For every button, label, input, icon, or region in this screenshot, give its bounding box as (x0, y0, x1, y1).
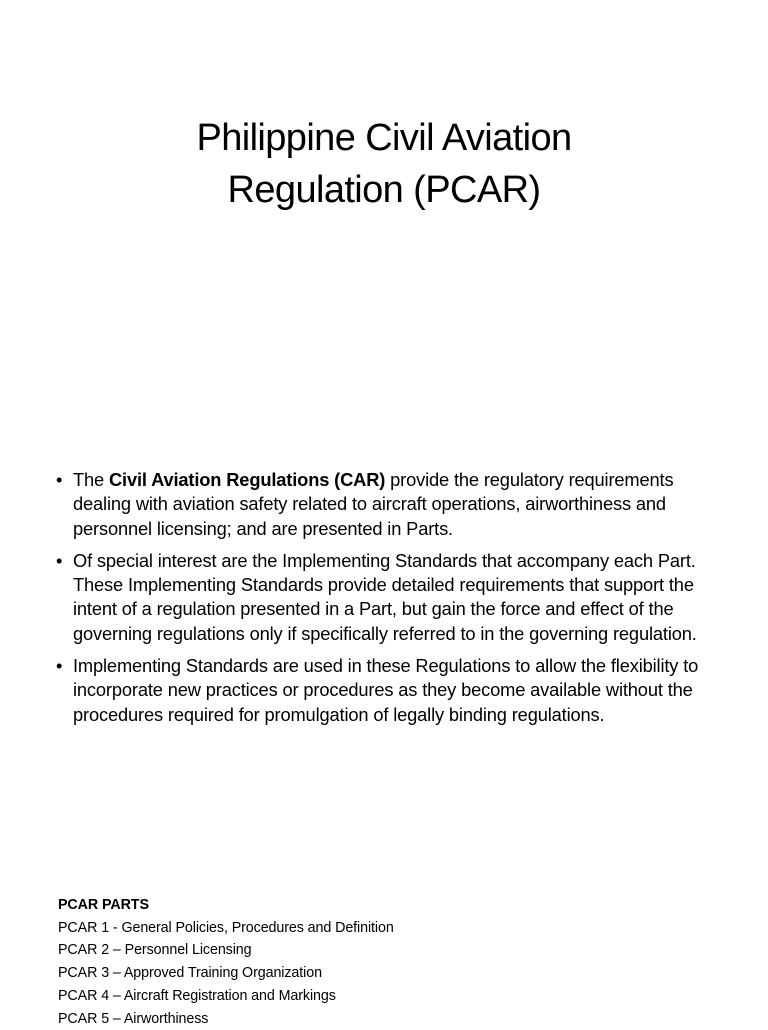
pcar-part-item: PCAR 1 - General Policies, Procedures and Definition (58, 919, 394, 936)
bullet-bold-term: Civil Aviation Regulations (CAR) (108, 469, 386, 490)
bullet-item (56, 654, 716, 727)
pcar-parts-list (58, 894, 658, 1030)
bullet-dot: • (56, 655, 63, 677)
pcar-part-item: PCAR 5 – Airworthiness (58, 1010, 209, 1027)
pcar-part-item: PCAR 4 – Aircraft Registration and Markings (58, 987, 336, 1004)
slide-title-line-1: Philippine Civil Aviation (196, 117, 572, 159)
pcar-part-item: PCAR 3 – Approved Training Organization (58, 965, 322, 982)
bullet-item (56, 549, 716, 646)
pcar-parts-heading: PCAR PARTS (58, 897, 149, 913)
pcar-part-item: PCAR 2 – Personnel Licensing (58, 942, 252, 959)
bullet-text: Implementing Standards are used in these Regulations to allow the flexibility to incorporate new practices or procedures as they become available without the procedures required for promulgation of legally binding regulations. (73, 655, 699, 725)
bullet-list (56, 468, 716, 735)
bullet-text: Of special interest are the Implementing Standards that accompany each Part. These Implementing Standards provide detailed requirements that support the intent of a regulation presented in a Part, but gain the force and effect of the governing regulations only if specifically referred to in the governing regulation. (73, 549, 697, 644)
bullet-dot: • (56, 549, 63, 571)
slide-title (0, 112, 768, 216)
bullet-item (56, 468, 716, 541)
slide-title-line-2: Regulation (PCAR) (227, 169, 541, 211)
bullet-dot: • (56, 469, 63, 490)
bullet-rest-text: provide the regulatory requirements dealing with aviation safety related to aircraft operations, airworthiness and personnel licensing; and are presented in Parts. (73, 469, 674, 539)
bullet-lead-text: The (73, 469, 109, 490)
